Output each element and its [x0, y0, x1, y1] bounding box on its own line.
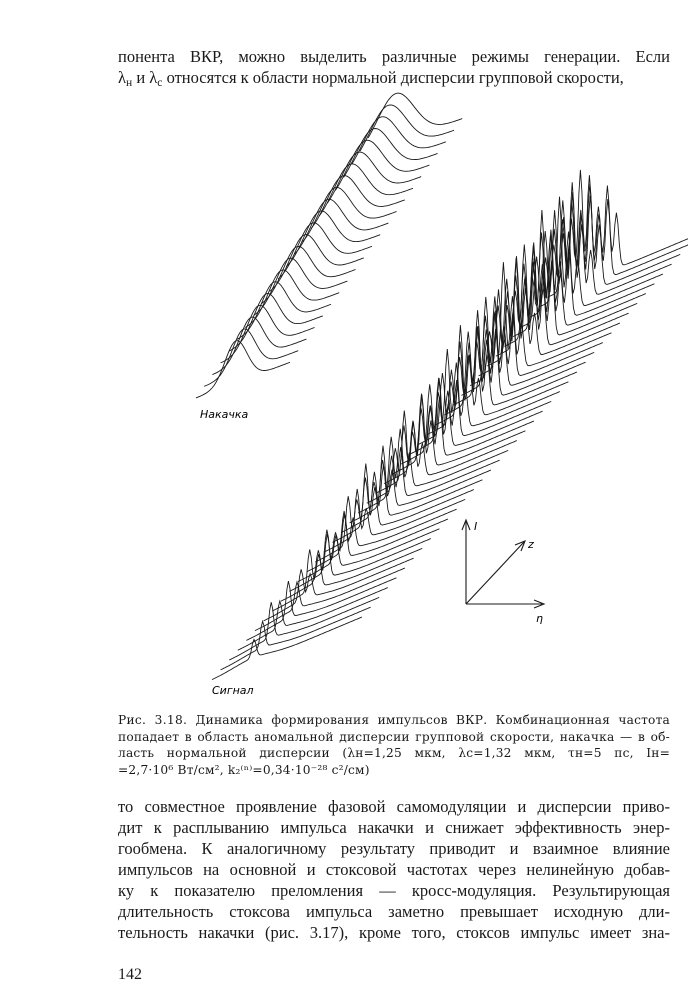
- signal-trace: [255, 568, 405, 631]
- signal-pulse-traces: [212, 170, 688, 680]
- text-line: дит к расплыванию импульса накачки и снижает эффективность энер-: [118, 818, 670, 837]
- pump-trace: [262, 246, 356, 303]
- signal-trace: [238, 588, 388, 651]
- axis-z-label: z: [528, 538, 534, 551]
- signal-trace: [212, 617, 362, 680]
- subscript: н: [126, 76, 133, 89]
- signal-trace: [264, 558, 414, 621]
- figure-caption: [118, 712, 670, 778]
- pump-trace: [204, 329, 298, 386]
- axes-icon: [462, 520, 544, 608]
- pump-pulse-traces: [196, 93, 462, 398]
- signal-label: Сигнал: [212, 684, 254, 697]
- pump-trace: [237, 282, 331, 340]
- pump-trace: [221, 305, 315, 363]
- caption-line: =2,7·10⁶ Вт/см², k₂⁽ⁿ⁾=0,34·10⁻²⁸ с²/см): [118, 762, 370, 777]
- subscript: с: [157, 76, 163, 89]
- pump-trace: [335, 140, 429, 190]
- pump-trace: [196, 341, 290, 398]
- signal-trace: [298, 514, 448, 581]
- pump-label: Накачка: [200, 408, 249, 421]
- axis-eta-label: η: [536, 612, 543, 625]
- signal-trace: [530, 182, 680, 317]
- signal-trace: [221, 607, 371, 670]
- caption-line: ласть нормальной дисперсии (λн=1,25 мкм, λс=1,32 мкм, τн=5 пс, Iн=: [118, 746, 670, 760]
- signal-trace: [315, 489, 465, 562]
- text-line: ку к показателю преломления — кросс-модуляция. Результирующая: [118, 881, 670, 900]
- text-line: гообмена. К аналогичному результату приводит и взаимное влияние: [118, 839, 670, 858]
- caption-line: [118, 712, 670, 729]
- pump-trace: [311, 176, 405, 229]
- text-line: импульсов на основной и стоксовой частотах через нелинейную добав-: [118, 860, 670, 879]
- pump-trace: [319, 164, 413, 216]
- pump-trace: [245, 270, 339, 328]
- caption-text: Динамика формирования импульсов ВКР. Комбинационная частота: [195, 713, 670, 727]
- page-number: 142: [118, 966, 142, 983]
- caption-line: попадает в область аномальной дисперсии групповой скорости, накачка — в об-: [118, 729, 670, 744]
- signal-trace: [410, 349, 560, 454]
- pump-trace: [253, 258, 347, 315]
- text-line: понента ВКР, можно выделить различные режимы генерации. Если: [118, 47, 670, 66]
- text-fragment: относятся к области нормальной дисперсии групповой скорости,: [162, 68, 624, 87]
- pump-trace: [270, 235, 364, 292]
- pump-trace: [212, 317, 306, 375]
- text-line: тельность накачки (рис. 3.17), кроме того, стоксов импульс имеет зна-: [118, 923, 670, 942]
- pump-trace: [303, 187, 397, 241]
- text-line: длительность стоксова импульса заметно превышает исходную дли-: [118, 902, 670, 921]
- signal-trace: [229, 597, 379, 660]
- axis-z-line: [466, 542, 524, 604]
- signal-trace: [246, 578, 396, 641]
- lambda-symbol: λ: [118, 68, 127, 87]
- caption-label: Рис. 3.18.: [118, 713, 188, 727]
- pump-trace: [368, 93, 462, 138]
- pump-trace: [327, 152, 421, 203]
- text-line: то совместное проявление фазовой самомодуляции и дисперсии приво-: [118, 797, 670, 816]
- pump-trace: [229, 294, 323, 352]
- axis-I-label: I: [474, 520, 478, 533]
- bottom-paragraph: [118, 796, 670, 943]
- text-fragment: и λ: [132, 68, 158, 87]
- signal-trace: [281, 534, 431, 601]
- signal-trace: [272, 548, 422, 611]
